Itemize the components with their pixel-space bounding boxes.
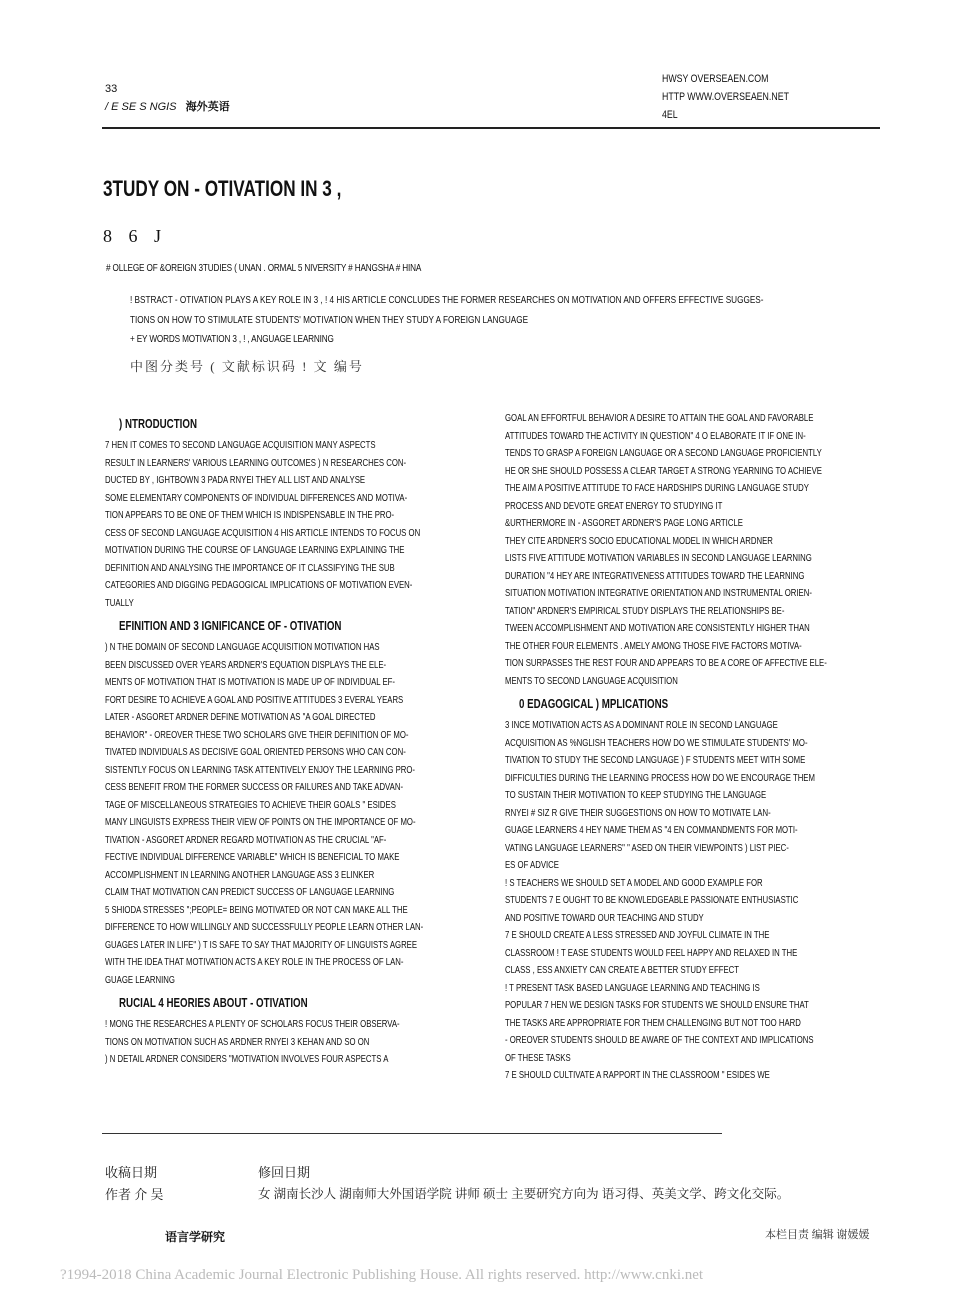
text-line: CLAIM THAT MOTIVATION CAN PREDICT SUCCESS OF LANGUAGE LEARNING <box>105 886 395 898</box>
author-info: 女 湖南长沙人 湖南师大外国语学院 讲师 硕士 主要研究方向为 语习得、英美文学、跨文化交际。 <box>258 1187 790 1201</box>
paragraph <box>505 717 887 1085</box>
text-line: ! S TEACHERS WE SHOULD SET A MODEL AND GOOD EXAMPLE FOR <box>505 876 763 889</box>
journal-cn: 海外英语 <box>185 101 230 113</box>
text-line: THEY CITE ARDNER'S SOCIO EDUCATIONAL MODEL IN WHICH ARDNER <box>505 534 773 547</box>
header-rule <box>102 127 880 129</box>
text-line: TWEEN ACCOMPLISHMENT AND MOTIVATION ARE CONSISTENTLY HIGHER THAN <box>505 622 810 634</box>
text-line: RESULT IN LEARNERS' VARIOUS LEARNING OUTCOMES ) N RESEARCHES CON- <box>105 456 407 469</box>
section-heading: ) NTRODUCTION <box>119 417 197 431</box>
abstract-line: TIONS ON HOW TO STIMULATE STUDENTS' MOTIVATION WHEN THEY STUDY A FOREIGN LANGUAGE <box>130 314 529 326</box>
text-line: HE OR SHE SHOULD POSSESS A CLEAR TARGET A STRONG YEARNING TO ACHIEVE <box>505 464 822 477</box>
text-line: ACQUISITION AS %NGLISH TEACHERS HOW DO WE STIMULATE STUDENTS' MO- <box>505 736 808 749</box>
text-line: THE OTHER FOUR ELEMENTS . AMELY AMONG THOSE FIVE FACTORS MOTIVA- <box>505 639 802 652</box>
text-line: MENTS OF MOTIVATION THAT IS MOTIVATION IS MADE UP OF INDIVIDUAL EF- <box>105 676 395 688</box>
text-line: PROCESS AND DEVOTE GREAT ENERGY TO STUDYING IT <box>505 499 723 512</box>
text-line: ) N DETAIL ARDNER CONSIDERS "MOTIVATION INVOLVES FOUR ASPECTS A <box>105 1053 389 1065</box>
paragraph <box>105 639 487 989</box>
text-line: 5 SHIODA STRESSES ";PEOPLE= BEING MOTIVATED OR NOT CAN MAKE ALL THE <box>105 903 408 916</box>
contact-line-2: HTTP WWW.OVERSEAEN.NET <box>662 91 789 103</box>
copyright-watermark: ?1994-2018 China Academic Journal Electronic Publishing House. All rights reserved. http://www.cnki.net <box>60 1267 704 1283</box>
text-line: GUAGE LEARNERS 4 HEY NAME THEM AS "4 EN COMMANDMENTS FOR MOTI- <box>505 824 798 836</box>
classification-line: 中图分类号 ( 文献标识码 ! 文 编号 <box>130 359 364 374</box>
text-line: MANY LINGUISTS EXPRESS THEIR VIEW OF POINTS ON THE IMPORTANCE OF MO- <box>105 816 416 828</box>
text-line: GUAGE LEARNING <box>105 973 175 986</box>
left-column <box>105 410 487 1069</box>
author-label: 作者 介 吴 <box>105 1187 164 1202</box>
text-line: THE TASKS ARE APPROPRIATE FOR THEM CHALLENGING BUT NOT TOO HARD <box>505 1016 801 1029</box>
text-line: MENTS TO SECOND LANGUAGE ACQUISITION <box>505 674 678 687</box>
text-line: TIVATED INDIVIDUALS AS DECISIVE GOAL ORIENTED PERSONS WHO CAN CON- <box>105 746 406 758</box>
text-line: 3 INCE MOTIVATION ACTS AS A DOMINANT ROLE IN SECOND LANGUAGE <box>505 719 778 731</box>
text-line: TIVATION - ASGORET ARDNER REGARD MOTIVATION AS THE CRUCIAL "AF- <box>105 833 387 846</box>
text-line: RNYEI # SIZ R GIVE THEIR SUGGESTIONS ON HOW TO MOTIVATE LAN- <box>505 806 771 819</box>
text-line: CLASS , ESS ANXIETY CAN CREATE A BETTER STUDY EFFECT <box>505 964 740 976</box>
text-line: ) N THE DOMAIN OF SECOND LANGUAGE ACQUISITION MOTIVATION HAS <box>105 641 380 653</box>
section-label: 语言学研究 <box>165 1230 226 1244</box>
text-line: SITUATION MOTIVATION INTEGRATIVE ORIENTATION AND INSTRUMENTAL ORIEN- <box>505 587 812 599</box>
journal-contact <box>662 70 821 124</box>
text-line: - OREOVER STUDENTS SHOULD BE AWARE OF THE CONTEXT AND IMPLICATIONS <box>505 1034 814 1046</box>
contact-line-3: 4EL <box>662 109 678 121</box>
footnote-rule <box>102 1133 722 1134</box>
text-line: AND POSITIVE TOWARD OUR TEACHING AND STUDY <box>505 911 704 924</box>
paragraph <box>505 410 887 690</box>
text-line: TION SURPASSES THE REST FOUR AND APPEARS TO BE A CORE OF AFFECTIVE ELE- <box>505 657 827 669</box>
text-line: TION APPEARS TO BE ONE OF THEM WHICH IS INDISPENSABLE IN THE PRO- <box>105 509 395 521</box>
right-column <box>505 410 887 1085</box>
text-line: CATEGORIES AND DIGGING PEDAGOGICAL IMPLICATIONS OF MOTIVATION EVEN- <box>105 579 413 591</box>
text-line: THE AIM A POSITIVE ATTITUDE TO FACE HARDSHIPS DURING LANGUAGE STUDY <box>505 482 809 494</box>
text-line: FECTIVE INDIVIDUAL DIFFERENCE VARIABLE" WHICH IS BENEFICIAL TO MAKE <box>105 851 400 863</box>
journal-latin: / E SE S NGIS <box>105 101 177 113</box>
section-heading: EFINITION AND 3 IGNIFICANCE OF - OTIVATION <box>119 619 342 633</box>
text-line: POPULAR 7 HEN WE DESIGN TASKS FOR STUDENTS WE SHOULD ENSURE THAT <box>505 999 809 1011</box>
text-line: ATTITUDES TOWARD THE ACTIVITY IN QUESTION" 4 O ELABORATE IT IF ONE IN- <box>505 429 806 442</box>
text-line: WITH THE IDEA THAT MOTIVATION ACTS A KEY ROLE IN THE PROCESS OF LAN- <box>105 956 404 968</box>
text-line: TO SUSTAIN THEIR MOTIVATION TO KEEP STUDYING THE LANGUAGE <box>505 789 767 801</box>
text-line: TUALLY <box>105 596 134 609</box>
text-line: OF THESE TASKS <box>505 1051 571 1064</box>
contact-line-1: HWSY OVERSEAEN.COM <box>662 73 769 85</box>
paragraph <box>105 1016 487 1069</box>
text-line: GUAGES LATER IN LIFE" ) T IS SAFE TO SAY THAT MAJORITY OF LINGUISTS AGREE <box>105 938 418 951</box>
text-line: DIFFICULTIES DURING THE LEARNING PROCESS HOW DO WE ENCOURAGE THEM <box>505 771 815 784</box>
text-line: MOTIVATION DURING THE COURSE OF LANGUAGE LEARNING EXPLAINING THE <box>105 544 405 556</box>
text-line: 7 HEN IT COMES TO SECOND LANGUAGE ACQUISITION MANY ASPECTS <box>105 439 376 451</box>
text-line: ES OF ADVICE <box>505 859 559 871</box>
text-line: LISTS FIVE ATTITUDE MOTIVATION VARIABLES IN SECOND LANGUAGE LEARNING <box>505 552 812 564</box>
text-line: &URTHERMORE IN - ASGORET ARDNER'S PAGE LONG ARTICLE <box>505 517 743 529</box>
text-line: DURATION "4 HEY ARE INTEGRATIVENESS ATTITUDES TOWARD THE LEARNING <box>505 569 805 582</box>
text-line: TENDS TO GRASP A FOREIGN LANGUAGE OR A SECOND LANGUAGE PROFICIENTLY <box>505 447 822 459</box>
keywords: + EY WORDS MOTIVATION 3 , ! , ANGUAGE LEARNING <box>130 333 334 345</box>
text-line: DEFINITION AND ANALYSING THE IMPORTANCE OF IT CLASSIFYING THE SUB <box>105 561 395 574</box>
text-line: BEEN DISCUSSED OVER YEARS ARDNER'S EQUATION DISPLAYS THE ELE- <box>105 658 387 671</box>
text-line: ! T PRESENT TASK BASED LANGUAGE LEARNING AND TEACHING IS <box>505 981 760 994</box>
text-line: SISTENTLY FOCUS ON LEARNING TASK ATTENTIVELY ENJOY THE LEARNING PRO- <box>105 763 416 776</box>
text-line: CLASSROOM ! T EASE STUDENTS WOULD FEEL HAPPY AND RELAXED IN THE <box>505 946 798 959</box>
abstract-line: ! BSTRACT - OTIVATION PLAYS A KEY ROLE IN 3 , ! 4 HIS ARTICLE CONCLUDES THE FORMER RESEARCHES ON MOTIVATION AND OFFERS EFFECTIVE SUGGES- <box>130 294 764 306</box>
paragraph <box>105 437 487 612</box>
paper-title: 3TUDY ON - OTIVATION IN 3 , <box>103 176 342 201</box>
text-line: 7 E SHOULD CREATE A LESS STRESSED AND JOYFUL CLIMATE IN THE <box>505 929 770 941</box>
text-line: TAGE OF MISCELLANEOUS STRATEGIES TO ACHIEVE THEIR GOALS " ESIDES <box>105 798 396 811</box>
text-line: STUDENTS 7 E OUGHT TO BE KNOWLEDGEABLE PASSIONATE ENTHUSIASTIC <box>505 894 799 906</box>
text-line: 7 E SHOULD CULTIVATE A RAPPORT IN THE CLASSROOM " ESIDES WE <box>505 1069 770 1081</box>
text-line: LATER - ASGORET ARDNER DEFINE MOTIVATION AS "A GOAL DIRECTED <box>105 711 376 723</box>
journal-name <box>105 98 230 114</box>
text-line: DIFFERENCE TO HOW WILLINGLY AND SUCCESSFULLY PEOPLE LEARN OTHER LAN- <box>105 921 424 933</box>
text-line: SOME ELEMENTARY COMPONENTS OF INDIVIDUAL DIFFERENCES AND MOTIVA- <box>105 491 408 504</box>
author-name: 8 6 J <box>103 226 168 246</box>
received-date: 收稿日期 <box>105 1165 158 1180</box>
editor-note: 本栏目责 编辑 谢媛媛 <box>765 1229 870 1241</box>
section-heading: RUCIAL 4 HEORIES ABOUT - OTIVATION <box>119 996 308 1010</box>
text-line: FORT DESIRE TO ACHIEVE A GOAL AND POSITIVE ATTITUDES 3 EVERAL YEARS <box>105 693 404 706</box>
text-line: BEHAVIOR" - OREOVER THESE TWO SCHOLARS GIVE THEIR DEFINITION OF MO- <box>105 728 409 741</box>
affiliation: # OLLEGE OF &OREIGN 3TUDIES ( UNAN . ORMAL 5 NIVERSITY # HANGSHA # HINA <box>106 262 422 274</box>
text-line: TIONS ON MOTIVATION SUCH AS ARDNER RNYEI 3 KEHAN AND SO ON <box>105 1035 370 1048</box>
text-line: CESS OF SECOND LANGUAGE ACQUISITION 4 HIS ARTICLE INTENDS TO FOCUS ON <box>105 526 421 539</box>
text-line: ! MONG THE RESEARCHES A PLENTY OF SCHOLARS FOCUS THEIR OBSERVA- <box>105 1018 400 1030</box>
section-heading: 0 EDAGOGICAL ) MPLICATIONS <box>519 697 669 711</box>
text-line: ACCOMPLISHMENT IN LEARNING ANOTHER LANGUAGE ASS 3 ELINKER <box>105 868 375 881</box>
text-line: DUCTED BY , IGHTBOWN 3 PADA RNYEI THEY ALL LIST AND ANALYSE <box>105 474 366 486</box>
text-line: CESS BENEFIT FROM THE FORMER SUCCESS OR FAILURES AND TAKE ADVAN- <box>105 781 404 793</box>
revised-date: 修回日期 <box>258 1165 311 1180</box>
page-number: 33 <box>105 83 118 95</box>
text-line: GOAL AN EFFORTFUL BEHAVIOR A DESIRE TO ATTAIN THE GOAL AND FAVORABLE <box>505 412 814 424</box>
text-line: TIVATION TO STUDY THE SECOND LANGUAGE ) F STUDENTS MEET WITH SOME <box>505 754 806 766</box>
text-line: VATING LANGUAGE LEARNERS" " ASED ON THEIR VIEWPOINTS ) LIST PIEC- <box>505 841 789 854</box>
abstract <box>130 290 890 330</box>
text-line: TATION" ARDNER'S EMPIRICAL STUDY DISPLAYS THE RELATIONSHIPS BE- <box>505 604 785 617</box>
